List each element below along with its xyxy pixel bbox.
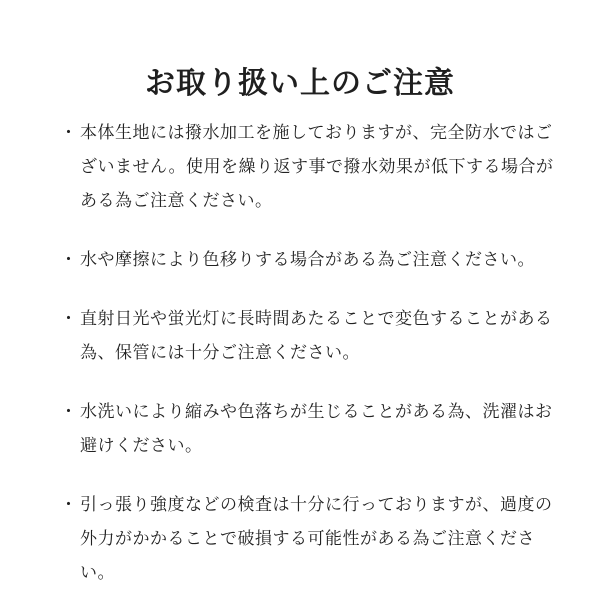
caution-text: 水や摩擦により色移りする場合がある為ご注意ください。: [80, 250, 535, 270]
bullet-icon: ・: [60, 250, 78, 270]
bullet-icon: ・: [60, 309, 78, 329]
page-title: お取り扱い上のご注意: [145, 66, 455, 102]
caution-item: [60, 302, 565, 370]
caution-item: [60, 395, 565, 463]
bullet-icon: ・: [60, 123, 78, 143]
bullet-icon: ・: [60, 402, 78, 422]
bullet-icon: ・: [60, 495, 78, 515]
caution-item: [60, 243, 565, 277]
caution-text: 直射日光や蛍光灯に長時間あたることで変色することがある為、保管には十分ご注意ください。: [80, 309, 553, 363]
caution-item: [60, 488, 565, 590]
caution-text: 水洗いにより縮みや色落ちが生じることがある為、洗濯はお避けください。: [80, 402, 553, 456]
caution-text: 本体生地には撥水加工を施しておりますが、完全防水ではございません。使用を繰り返す事で撥水効果が低下する場合がある為ご注意ください。: [80, 123, 554, 211]
caution-text: 引っ張り強度などの検査は十分に行っておりますが、過度の外力がかかることで破損する可能性がある為ご注意ください。: [80, 495, 553, 583]
caution-list: [60, 116, 565, 600]
caution-item: [60, 116, 565, 218]
